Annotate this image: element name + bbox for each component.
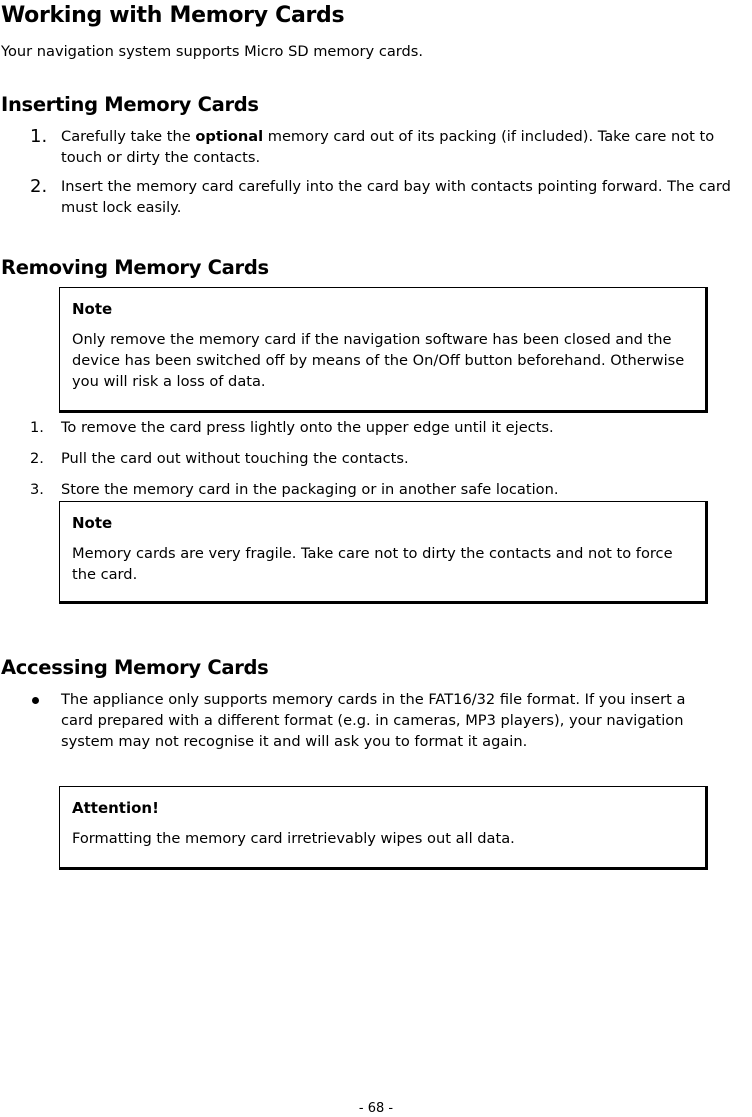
note-box (59, 287, 708, 413)
step-number: 1. (30, 419, 44, 436)
step-text-after: memory card out of its packing (if included). Take care not to touch or dirty the contacts. (61, 128, 715, 166)
attention-text: Formatting the memory card irretrievably wipes out all data. (72, 830, 515, 847)
inserting-step (30, 176, 750, 218)
inserting-steps (30, 126, 750, 218)
page-number: - 68 - (358, 1101, 394, 1116)
attention-box (59, 786, 708, 870)
step-text: Pull the card out without touching the contacts. (61, 450, 409, 467)
page-title: Working with Memory Cards (1, 3, 345, 28)
step-number: 2. (30, 176, 48, 197)
removing-steps (30, 417, 750, 500)
inserting-heading: Inserting Memory Cards (1, 93, 259, 116)
step-text: Store the memory card in the packaging or in another safe location. (61, 481, 559, 498)
step-number: 2. (30, 450, 44, 467)
step-text-emphasis: optional (195, 128, 264, 145)
bullet-icon (32, 697, 39, 704)
intro-text: Your navigation system supports Micro SD memory cards. (1, 43, 424, 60)
step-text: Insert the memory card carefully into the card bay with contacts pointing forward. The card must lock easily. (61, 178, 731, 216)
note-title: Note (72, 300, 113, 318)
removing-step (30, 479, 750, 500)
accessing-bullets (30, 689, 710, 752)
removing-step (30, 417, 750, 438)
step-text-before: Carefully take the (61, 128, 196, 145)
accessing-heading: Accessing Memory Cards (1, 656, 269, 679)
removing-step (30, 448, 750, 469)
note-text: Only remove the memory card if the navigation software has been closed and the device has been switched off by means of the On/Off button beforehand. Otherwise you will risk a loss of data. (72, 331, 685, 390)
step-number: 3. (30, 481, 44, 498)
bullet-item (30, 689, 710, 752)
note-text: Memory cards are very fragile. Take care not to dirty the contacts and not to force the card. (72, 545, 673, 583)
inserting-step (30, 126, 750, 168)
attention-title: Attention! (72, 799, 159, 817)
note-box (59, 501, 708, 604)
note-title: Note (72, 514, 113, 532)
removing-heading: Removing Memory Cards (1, 256, 269, 279)
step-text: To remove the card press lightly onto the upper edge until it ejects. (61, 419, 554, 436)
bullet-text: The appliance only supports memory cards in the FAT16/32 file format. If you insert a card prepared with a different format (e.g. in cameras, MP3 players), your navigation system may not recognise it and will ask you to format it again. (61, 691, 686, 750)
step-number: 1. (30, 126, 48, 147)
